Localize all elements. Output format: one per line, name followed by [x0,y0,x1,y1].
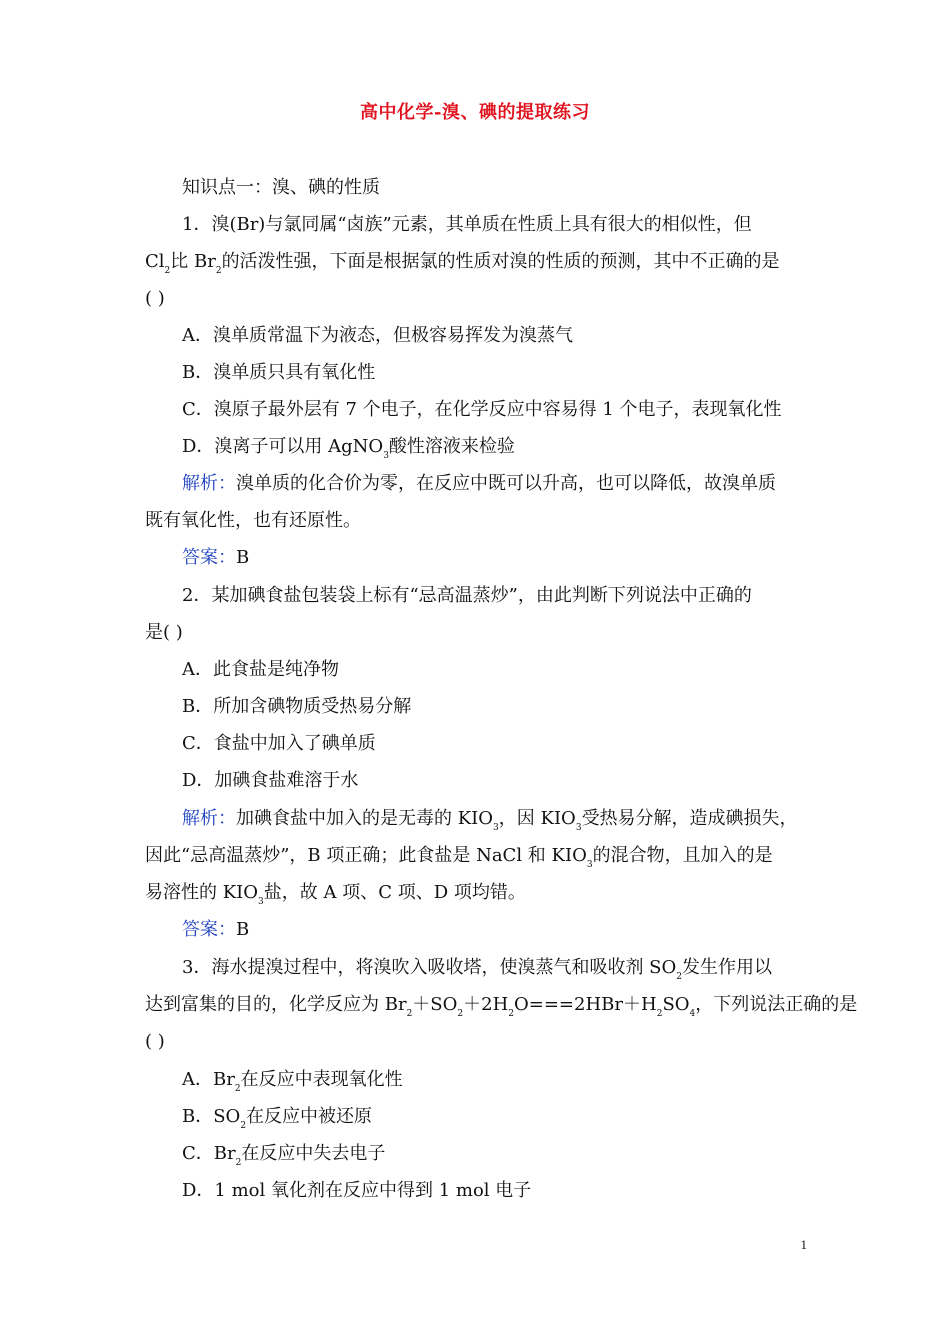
q2-stem-line1: 2．某加碘食盐包装袋上标有“忌高温蒸炒”，由此判断下列说法中正确的 [182,585,752,606]
q3-stem-line2: 达到富集的目的，化学反应为 $Br_2+SO_2+2H_2O===2HBr+H_2SO_4$，下列说法正确的是 [145,994,858,1019]
q1-option-a: A．溴单质常温下为液态，但极容易挥发为溴蒸气 [182,325,573,346]
q2-analysis-line2: 因此“忌高温蒸炒”，B 项正确；此食盐是 NaCl 和 $KIO_3$的混合物，且加入的是 [145,845,773,870]
q3-answer-blank: ( ) [145,1031,165,1052]
q1-answer-blank: ( ) [145,288,165,309]
q1-option-b: B．溴单质只具有氧化性 [182,362,376,383]
answer-label: 答案： [182,547,236,568]
analysis-label: 解析： [182,473,236,494]
q2-answer: 答案：B [182,919,250,940]
q2-analysis-line1: 解析：加碘食盐中加入的是无毒的 $KIO_3$，因 $KIO_3$受热易分解，造成碘损失， [182,808,798,833]
q2-stem-line2: 是( ) [145,622,183,643]
section-heading: 知识点一：溴、碘的性质 [182,177,380,198]
analysis-label: 解析： [182,808,236,829]
q1-stem-line2: $Cl_2$比 $Br_2$的活泼性强，下面是根据氯的性质对溴的性质的预测，其中不正确的是 [145,251,780,276]
q1-analysis-line2: 既有氧化性，也有还原性。 [145,510,361,531]
q1-answer: 答案：B [182,547,250,568]
q3-stem-line1: 3．海水提溴过程中，将溴吹入吸收塔，使溴蒸气和吸收剂 $SO_2$发生作用以 [182,957,772,982]
page-title: 高中化学-溴、碘的提取练习 [360,102,590,123]
q2-option-a: A．此食盐是纯净物 [182,659,339,680]
q2-analysis-line3: 易溶性的 $KIO_3$盐，故 A 项、C 项、D 项均错。 [145,882,526,907]
page-number: 1 [800,1237,807,1252]
q1-analysis-line1: 解析：溴单质的化合价为零，在反应中既可以升高，也可以降低，故溴单质 [182,473,776,494]
q2-option-b: B．所加含碘物质受热易分解 [182,696,412,717]
answer-label: 答案： [182,919,236,940]
q3-option-a: A．$Br_2$在反应中表现氧化性 [182,1069,403,1094]
q3-option-d: D．1 mol 氧化剂在反应中得到 1 mol 电子 [182,1180,532,1201]
q2-option-d: D．加碘食盐难溶于水 [182,770,359,791]
q3-option-b: B．$SO_2$在反应中被还原 [182,1106,373,1131]
q1-option-c: C．溴原子最外层有 7 个电子，在化学反应中容易得 1 个电子，表现氧化性 [182,399,782,420]
q1-option-d: D．溴离子可以用 AgNO$_3$酸性溶液来检验 [182,436,515,461]
q3-option-c: C．$Br_2$在反应中失去电子 [182,1143,386,1168]
q2-option-c: C．食盐中加入了碘单质 [182,733,376,754]
q1-stem-line1: 1．溴(Br)与氯同属“卤族”元素，其单质在性质上具有很大的相似性，但 [182,214,752,235]
